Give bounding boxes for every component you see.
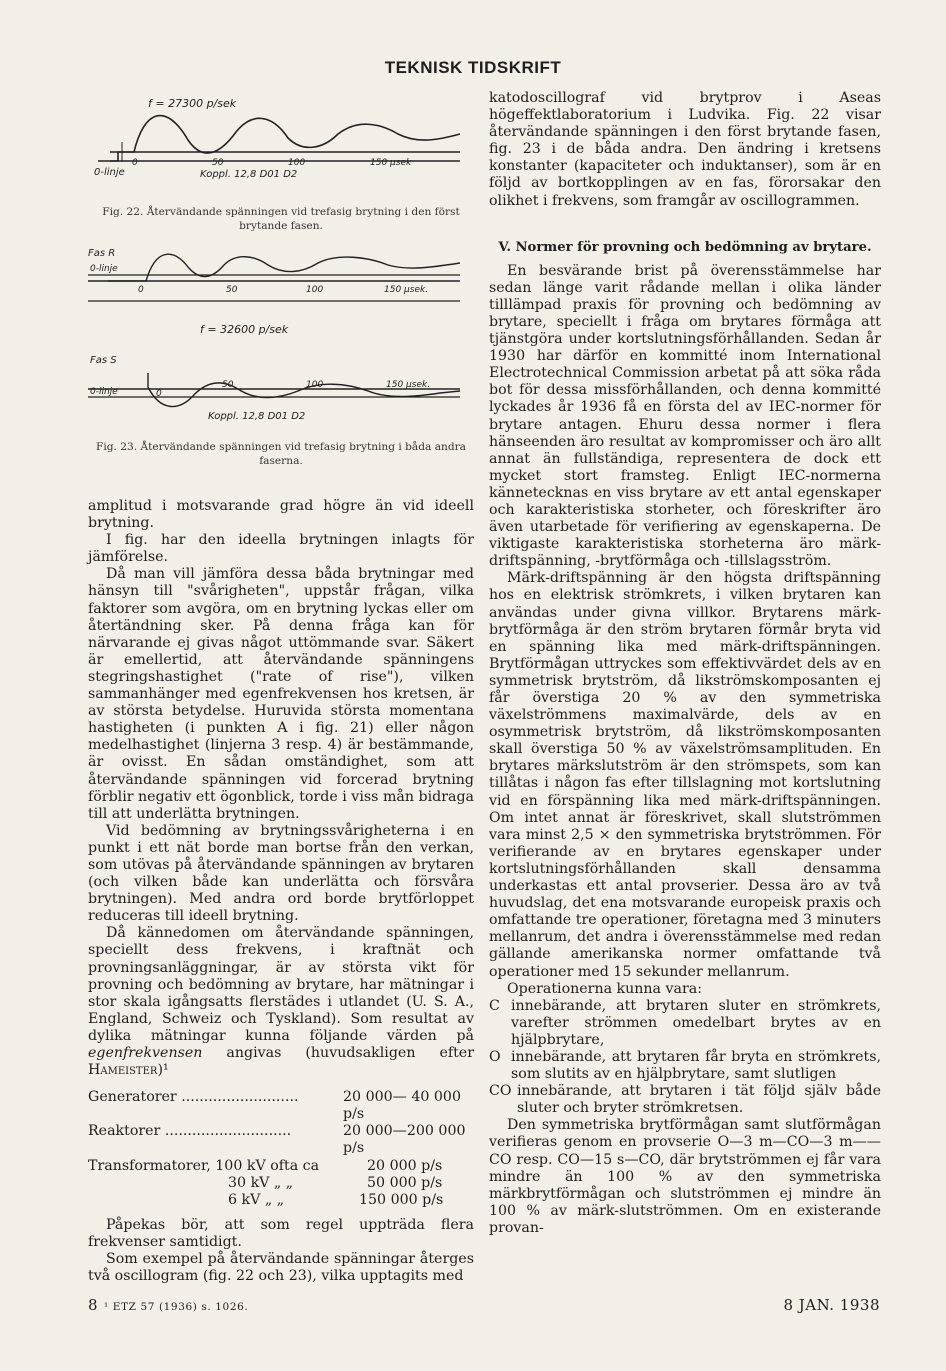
figure-22 bbox=[88, 90, 474, 233]
table-row bbox=[88, 1123, 474, 1157]
issue-date: 8 JAN. 1938 bbox=[783, 1296, 880, 1314]
fig23-top-waveform bbox=[108, 254, 460, 281]
right-paragraph-4: Operationerna kunna vara: bbox=[507, 980, 703, 997]
operation-desc: innebärande, att brytaren sluter en strömkrets, varefter strömmen omedelbart brytes av en hjälpbrytare, bbox=[511, 997, 881, 1048]
table-row bbox=[88, 1089, 474, 1123]
table-row-value: 20 000 p/s bbox=[367, 1157, 443, 1174]
table-row bbox=[88, 1192, 474, 1209]
list-item bbox=[489, 1049, 881, 1083]
fig22-tick-50: 50 bbox=[212, 158, 224, 168]
operation-desc: innebärande, att brytaren i tät följd själv både sluter och bryter strömkretsen. bbox=[517, 1083, 881, 1117]
left-paragraph-5 bbox=[88, 925, 474, 1079]
section-heading: V. Normer för provning och bedömning av brytare. bbox=[498, 239, 872, 255]
fig23-bottom-tick-0: 0 bbox=[156, 389, 162, 399]
left-paragraph-2: I fig. har den ideella brytningen inlagts för jämförelse. bbox=[88, 532, 474, 566]
fig23-bottom-tick-50: 50 bbox=[222, 380, 234, 390]
footnote: ¹ ETZ 57 (1936) s. 1026. bbox=[104, 1301, 249, 1314]
fig23-top-tick-0: 0 bbox=[138, 285, 144, 295]
operation-code: O bbox=[489, 1048, 501, 1065]
fig23-top-tick-100: 100 bbox=[306, 285, 324, 295]
operation-desc: innebärande, att brytaren får bryta en strömkrets, som slutits av en hjälpbrytare, samt slutligen bbox=[511, 1048, 881, 1083]
p5-text-b: angivas (huvudsakligen efter bbox=[202, 1045, 474, 1061]
fig23-top-tick-150: 150 μsek. bbox=[384, 285, 429, 295]
table-row-label: Transformatorer, 100 kV ofta ca bbox=[88, 1157, 320, 1174]
fig22-waveform bbox=[110, 116, 460, 161]
right-paragraph-5: Den symmetriska brytförmågan samt slutförmågan verifieras genom en provserie O—3 m—CO—3 m——CO resp. CO—15 s—CO, där brytströmmen ej får vara mindre än 100 % av den symmetriska märkbrytförmågan och slutströmmen ej mindre än 100 % av märk-slutströmmen. Om en existerande provan- bbox=[489, 1117, 881, 1236]
fig22-koppl-label: Koppl. 12,8 D01 D2 bbox=[200, 169, 298, 180]
figure-23 bbox=[88, 241, 474, 468]
left-paragraph-4: Vid bedömning av brytningssvårigheterna i en punkt i ett nät borde man bortse från den verkan, som utövas på återvändande spänningen av brytaren (och vilken både kan underlätta och försvåra brytningen). Med andra ord borde brytförloppet reduceras till ideell brytning. bbox=[88, 822, 474, 925]
left-paragraph-7: Som exempel på återvändande spänningar återges två oscillogram (fig. 22 och 23), vilka upptagits med bbox=[88, 1251, 474, 1285]
table-row-label: 6 kV „ „ bbox=[228, 1191, 285, 1208]
table-row-label: Reaktorer ............................ bbox=[88, 1123, 292, 1140]
fig23-bottom-tick-100: 100 bbox=[306, 380, 324, 390]
left-paragraph-1: amplitud i motsvarande grad högre än vid ideell brytning. bbox=[88, 498, 474, 532]
table-row-value: 20 000—200 000 p/s bbox=[343, 1123, 466, 1157]
list-item bbox=[489, 1083, 881, 1117]
left-body-text bbox=[88, 498, 474, 1313]
table-row-value: 20 000— 40 000 p/s bbox=[343, 1089, 461, 1123]
fig23-zero-line-label-top: 0-linje bbox=[90, 264, 118, 274]
table-row bbox=[88, 1175, 474, 1192]
fig23-caption: Fig. 23. Återvändande spänningen vid trefasig brytning i båda andra faserna. bbox=[95, 441, 467, 467]
operations-list bbox=[489, 998, 881, 1118]
right-column bbox=[489, 90, 881, 1237]
p5-author-name: Hameister bbox=[88, 1062, 158, 1079]
left-paragraph-6: Påpekas bör, att som regel uppträda flera frekvenser samtidigt. bbox=[88, 1216, 474, 1250]
table-row-value: 50 000 p/s bbox=[367, 1174, 443, 1191]
table-row-value: 150 000 p/s bbox=[359, 1191, 444, 1208]
fig22-oscillogram bbox=[88, 90, 474, 200]
fig22-tick-100: 100 bbox=[288, 158, 306, 168]
table-row bbox=[88, 1158, 474, 1175]
list-item bbox=[489, 998, 881, 1049]
fig23-fas-s-label: Fas S bbox=[90, 355, 117, 366]
fig22-tick-150: 150 μsek bbox=[370, 158, 412, 168]
left-column bbox=[88, 90, 474, 1313]
fig22-caption: Fig. 22. Återvändande spänningen vid trefasig brytning i den först brytande fasen. bbox=[102, 206, 460, 232]
p5-text-a: Då kännedomen om återvändande spänningen, speciellt dess frekvens, i kraftnät och provningsanläggningar, är av största vikt för provning och bedömning av brytare, har mätningar i stor skala igångsatts flerstädes i utlandet (U. S. A., England, Schweiz och Tyskland). Som resultat av dylika mätningar kunna följande värden på bbox=[88, 925, 474, 1044]
fig23-top-tick-50: 50 bbox=[226, 285, 238, 295]
journal-title: TEKNISK TIDSKRIFT bbox=[384, 58, 562, 77]
p5-emphasis: egenfrekvensen bbox=[88, 1045, 203, 1061]
operation-code: CO bbox=[489, 1083, 512, 1100]
fig22-tick-0: 0 bbox=[132, 158, 138, 168]
fig23-bottom-tick-150: 150 μsek. bbox=[386, 380, 431, 390]
operation-code: C bbox=[489, 997, 500, 1014]
table-row-label: 30 kV „ „ bbox=[228, 1174, 294, 1191]
fig23-fas-r-label: Fas R bbox=[88, 248, 116, 259]
fig22-freq-label: f = 27300 p/sek bbox=[148, 97, 237, 110]
p5-text-c: )¹ bbox=[157, 1062, 169, 1079]
fig23-zero-line-label-bottom: 0-linje bbox=[90, 387, 118, 397]
frequency-table bbox=[88, 1089, 474, 1209]
fig23-koppl-label: Koppl. 12,8 D01 D2 bbox=[208, 411, 306, 422]
page-number: 8 bbox=[88, 1296, 98, 1314]
fig22-zero-line-label: 0-linje bbox=[94, 167, 125, 178]
fig23-oscillogram bbox=[88, 241, 474, 437]
right-paragraph-1: katodoscillograf vid brytprov i Aseas högeffektlaboratorium i Ludvika. Fig. 22 visar återvändande spänningen i den först brytande fasen, fig. 23 i de båda andra. Den ändring i kretsens konstanter (kapaciteter och induktanser), som är en följd av bortkopplingen av en fas, förorsakar den olikhet i frekvens, som framgår av oscillogrammen. bbox=[489, 90, 881, 209]
right-paragraph-2: En besvärande brist på överensstämmelse har sedan länge varit rådande mellan i olika länder tilllämpad praxis för provning och bedömning av brytare, speciellt i fråga om brytares förmåga att tjänstgöra under kortslutningsförhållanden. Sedan år 1930 har därför en kommitté inom International Electrotechnical Commission arbetat på att söka råda bot för dessa missförhållanden, och denna kommitté lyckades år 1936 få en första del av IEC-normer för brytare antagen. Ehuru dessa normer i flera hänseenden äro resultat av kompromisser och äro allt annat än fullständiga, representera de dock ett mycket stort framsteg. Enligt IEC-normerna kännetecknas en viss brytare av ett antal egenskaper och karakteristiska storheter, och föreskrifter äro även utarbetade för verifiering av egenskaperna. De viktigaste karakteristiska storheterna äro märk-driftspänning, -brytförmåga och -tillslagsström. bbox=[489, 262, 881, 570]
table-row-label: Generatorer .......................... bbox=[88, 1089, 299, 1106]
right-paragraph-3: Märk-driftspänning är den högsta driftspänning hos en elektrisk strömkrets, i vilken brytaren kan användas under givna villkor. Brytarens märk-brytförmåga är den ström brytaren förmår bryta vid en spänning lika med märk-driftspänningen. Brytförmågan uttryckes som effektivvärdet dels av en symmetrisk brytström, då likströmskomposanten ej får överstiga 20 % av den symmetriska växelströmmens maximalvärde, dels av en osymmetrisk brytström, då likströmskomposanten skall överstiga 50 % av växelströmsamplituden. En brytares märkslutström är den strömspets, som kan tillåtas i någon fas efter tillslagning mot kortslutning vid en förspänning lika med märk-driftspänningen. Om intet annat är föreskrivet, skall slutströmmen vara minst 2,5 × den symmetriska brytströmmen. För verifierande av en brytares egenskaper under kortslutningsförhållanden skall densamma underkastas ett antal provserier. Dessa äro av två huvudslag, det ena motsvarande europeisk praxis och omfattande tre operationer, företagna med 3 minuters mellanrum, det andra i överensstämmelse med redan gällande amerikanska normer omfattande två operationer med 15 sekunder mellanrum. bbox=[489, 570, 881, 980]
fig23-freq-label: f = 32600 p/sek bbox=[200, 323, 289, 336]
left-paragraph-3: Då man vill jämföra dessa båda brytningar med hänsyn till "svårigheten", uppstår frågan, vilka faktorer som avgöra, om en brytning lyckas eller om återtändning sker. På denna fråga kan för närvarande ej givas något uttömmande svar. Säkert är emellertid, att återvändande spänningens stegringshastighet ("rate of rise"), vilken sammanhänger med egenfrekvensen hos kretsen, är av största betydelse. Huruvida största momentana hastigheten (i punkten A i fig. 21) eller någon medelhastighet (linjerna 3 resp. 4) är bestämmande, är ovisst. En sådan omständighet, som att återvändande spänningen vid forcerad brytning förblir negativ ett ögonblick, torde i viss mån bidraga till att underlätta brytningen. bbox=[88, 566, 474, 822]
